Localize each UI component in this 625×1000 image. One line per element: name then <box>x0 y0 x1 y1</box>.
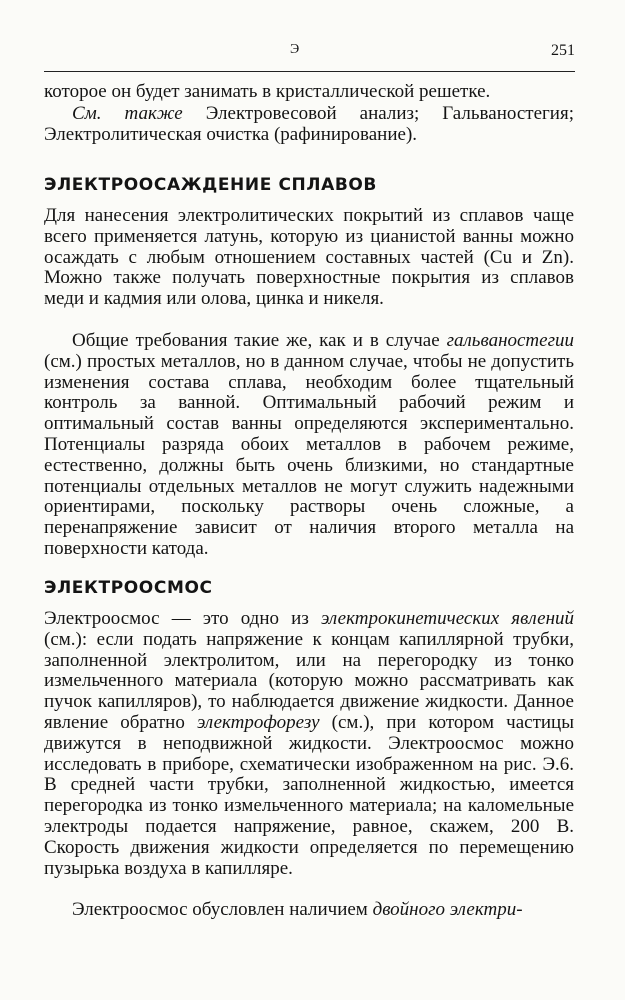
entry1-paragraph-2: Общие требования такие же, как и в случае гальваностегии (см.) простых металлов, но в данном случае, чтобы не допустить изменения состава сплава, необходим более тщательный контроль за ванной. Оптимальный рабочий режим и оптимальный состав ванны определяются экспериментально. Потенциалы разряда обоих металлов в рабочем режиме, естественно, должны быть очень близкими, но стандартные потенциалы отдельных металлов не могут служить надежными ориентирами, поскольку растворы очень сложные, а перенапряжение зависит от наличия второго металла на поверхности катода. <box>44 330 574 559</box>
entry1-paragraph-1: Для нанесения электролитических покрытий из сплавов чаще всего применяется латунь, которую из цианистой ванны можно осаждать с любым отношением составных частей (Cu и Zn). Можно также получать поверхностные покрытия из сплавов меди и кадмия или олова, цинка и никеля. <box>44 205 574 310</box>
cross-ref-galvanostegiya: гальваностегии <box>446 330 574 351</box>
entry2-paragraph-2: Электроосмос обусловлен наличием двойного электри- <box>72 899 523 920</box>
cross-ref-electrophoresis: электрофорезу <box>196 711 320 733</box>
cross-ref-electrokinetic: электрокинетических явлений <box>320 608 575 629</box>
page-number: 251 <box>551 42 575 59</box>
see-also-note <box>44 104 574 146</box>
entry2-paragraph-1: Электроосмос — это одно из электрокинетических явлений (см.): если подать напряжение к концам капиллярной трубки, заполненной электролитом, или на перегородку из тонко измельченного материала (которую можно рассматривать как пучок капилляров), то наблюдается движение жидкости. Данное явление обратно электрофорезу (см.), при котором частицы движутся в неподвижной жидкости. Электроосмос можно исследовать в приборе, схематически изображенном на рис. Э.6. В средней части трубки, заполненной жидкостью, имеется перегородка из тонко измельченного материала; на каломельные электроды подается напряжение, равное, скажем, 200 В. Скорость движения жидкости определяется по перемещению пузырька воздуха в капилляре. <box>44 608 575 879</box>
previous-entry-text: которое он будет занимать в кристаллической решетке. <box>44 81 491 102</box>
entry-heading-alloy-electrodeposition: ЭЛЕКТРООСАЖДЕНИЕ СПЛАВОВ <box>44 175 377 195</box>
see-also-text: Электровесовой анализ; Гальваностегия; Электролитическая очистка (рафинирование). <box>44 103 574 145</box>
page-header <box>44 38 575 68</box>
cross-ref-double-layer: двойного электри- <box>372 899 523 920</box>
header-rule <box>44 71 575 72</box>
running-head: Э <box>290 42 300 57</box>
see-also-prefix: См. также <box>72 103 183 124</box>
entry-heading-electroosmosis: ЭЛЕКТРООСМОС <box>44 578 213 598</box>
